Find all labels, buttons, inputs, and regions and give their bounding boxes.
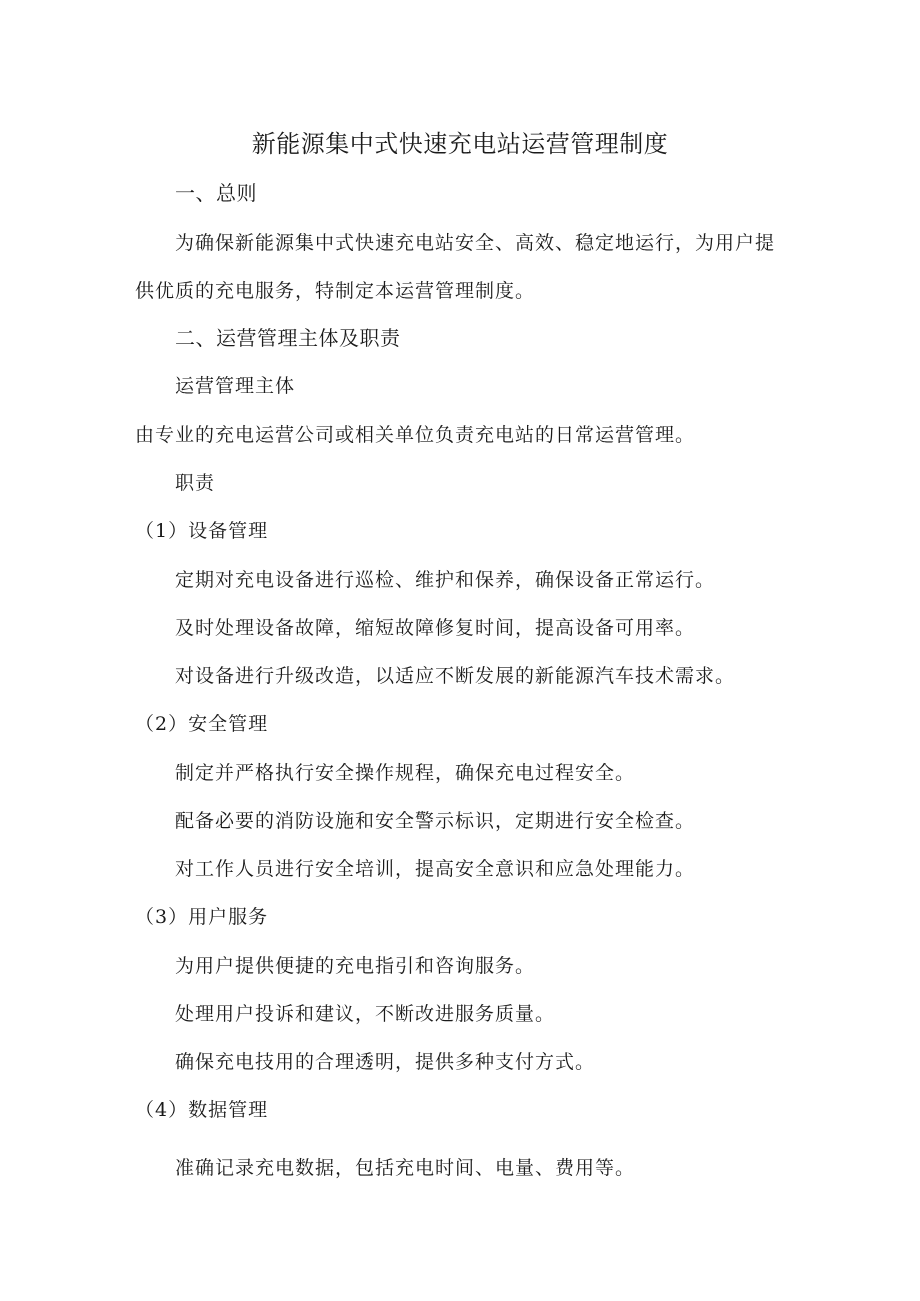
subsection-label-duties: 职责 [175,472,216,494]
duty-label-service: （3）用户服务 [135,906,269,928]
list-item: 定期对充电设备进行巡检、维护和保养，确保设备正常运行。 [175,569,716,591]
list-item: 及时处理设备故障，缩短故障修复时间，提高设备可用率。 [175,617,696,639]
paragraph-line: 为确保新能源集中式快速充电站安全、高效、稳定地运行，为用户提 [175,232,776,254]
list-item: 对工作人员进行安全培训，提高安全意识和应急处理能力。 [175,858,696,880]
list-item: 准确记录充电数据，包括充电时间、电量、费用等。 [175,1157,636,1179]
list-item: 配备必要的消防设施和安全警示标识，定期进行安全检查。 [175,810,696,832]
list-item: 处理用户投诉和建议，不断改进服务质量。 [175,1003,556,1025]
section-heading-operations: 二、运营管理主体及职责 [175,326,401,350]
paragraph-line: 供优质的充电服务，特制定本运营管理制度。 [135,280,536,302]
duty-label-equipment: （1）设备管理 [135,520,269,542]
section-heading-general: 一、总则 [175,181,257,205]
list-item: 制定并严格执行安全操作规程，确保充电过程安全。 [175,762,636,784]
list-item: 为用户提供便捷的充电指引和咨询服务。 [175,955,536,977]
duty-label-safety: （2）安全管理 [135,713,269,735]
document-title: 新能源集中式快速充电站运营管理制度 [251,130,669,158]
list-item: 确保充电技用的合理透明，提供多种支付方式。 [175,1051,596,1073]
list-item: 对设备进行升级改造，以适应不断发展的新能源汽车技术需求。 [175,665,736,687]
subsection-label-subject: 运营管理主体 [175,375,296,397]
duty-label-data: （4）数据管理 [135,1099,269,1121]
paragraph-line: 由专业的充电运营公司或相关单位负责充电站的日常运营管理。 [135,424,696,446]
